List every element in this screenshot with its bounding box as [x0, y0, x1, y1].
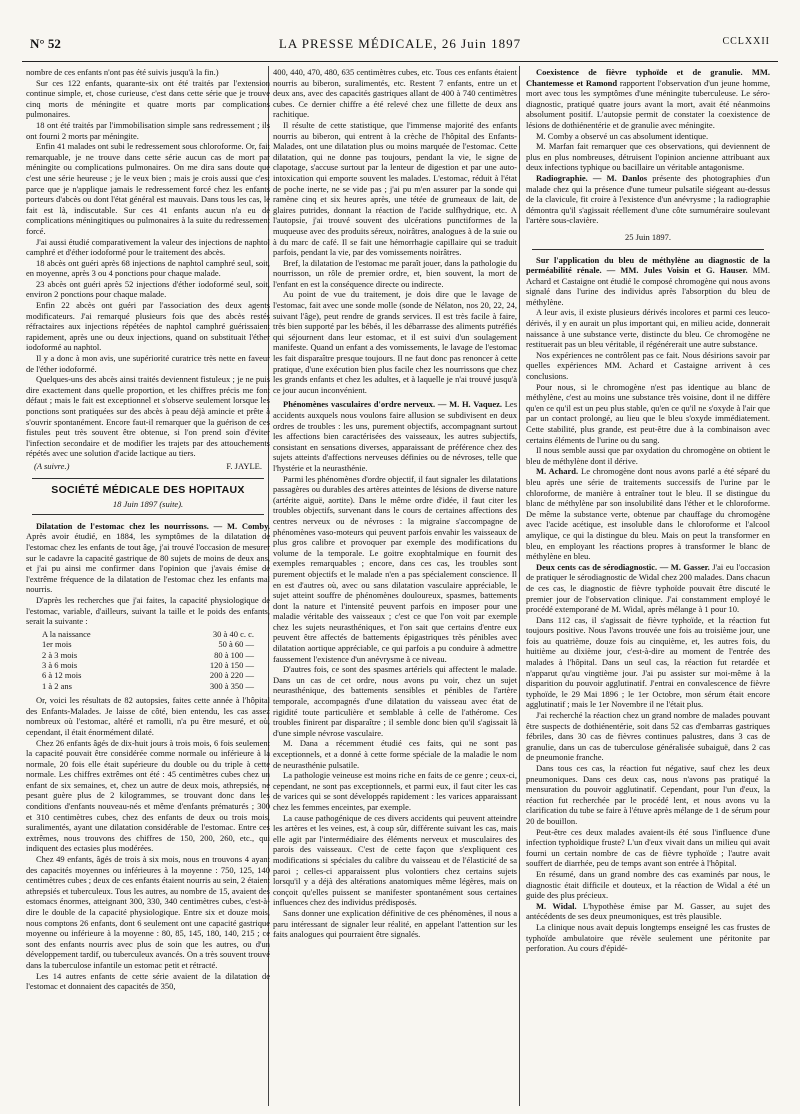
age-cell: 2 à 3 mois: [42, 649, 78, 660]
table-row: [38, 670, 258, 680]
capacity-cell: 200 à 220 —: [209, 670, 254, 681]
table-row: [38, 639, 258, 649]
journal-title: LA PRESSE MÉDICALE, 26 Juin 1897: [278, 36, 522, 51]
paragraph: D'autres fois, ce sont des spasmes artériels qui affectent le malade. Dans un cas de cet ordre, nous avons pu voir, chez un sujet neurasthénique, des battements sensibles et pénibles de l'artère temporale, accompagnés d'une dilatation du vaisseau avec état de rigidité toute particulière et semblable à celle de l'athérome. Ces troubles finirent par disparaître ; il semble donc bien qu'il s'agissait là d'une simple névrose vasculaire.: [273, 664, 517, 738]
table-row: [38, 629, 258, 639]
age-cell: 6 à 12 mois: [42, 670, 82, 681]
report-text: MM. Achard et Castaigne ont étudié le composé chromogène qui nous avons signalé dans l'urine des individus après l'absorption du bleu de méthylène.: [526, 265, 770, 307]
paragraph: En résumé, dans un grand nombre des cas examinés par nous, le diagnostic était difficile et douteux, et la réaction de Widal a été un guide des plus précieux.: [526, 868, 770, 901]
paragraph: Peut-être ces deux malades avaient-ils été sous l'influence d'une infection typhoïdique fruste? L'un d'eux vivait dans un milieu qui avait fourni un certain nombre de cas de fièvre typhoïde ; l'autre avait souffert de diarrhée, peu de temps avant son entrée à l'hôpital.: [526, 826, 770, 869]
paragraph: 400, 440, 470, 480, 635 centimètres cubes, etc. Tous ces enfants étaient nourris au biberon, suralimentés, etc. Restent 7 enfants, entre un et deux ans, avec des capacités gastriques allant de 400 à 740 centimètres cubes. Ce dernier chiffre a été relevé chez une fillette de deux ans rachitique.: [273, 67, 517, 120]
table-row: [38, 650, 258, 660]
age-cell: 1 à 2 ans: [42, 680, 72, 691]
paragraph: 23 abcès ont guéri après 52 injections d'éther iodoformé seul, soit, environ 2 ponctions pour chaque malade.: [26, 278, 270, 300]
divider: [32, 478, 264, 479]
table-row: [38, 681, 258, 691]
paragraph: [526, 901, 770, 922]
report-heading: Deux cents cas de sérodiagnostic. — M. Gasser.: [536, 561, 710, 572]
paragraph: Il y a donc à mon avis, une supériorité curatrice très nette en faveur de l'éther iodoformé.: [26, 353, 270, 374]
paragraph: Parmi les phénomènes d'ordre objectif, il faut signaler les dilatations passagères ou durables des artères atteintes de lésions de diverse nature (artérite aiguë, aortite). Dans le même ordre d'idée, il faut citer les troubles objectifs, survenant dans le cours de certaines affections des centres nerveux ou de névroses : la migraine s'accompagne de phénomènes vaso-moteurs qui peuvent parfois envahir les vaisseaux de plus gros calibre et provoquer par exemple des modifications du volume de la temporale. Le goitre exophtalmique en fournit des exemples remarquables ; encore, dans ces cas, les troubles sont purement objectifs et le malade n'en a pas spécialement conscience. Il en est d'autres où, avec ou sans dilatation vasculaire appréciable, le sujet atteint souffre de phénomènes douloureux, spasmes, battements dont la nature et l'intensité peuvent parfois en imposer pour une maladie véritable des vaisseaux ; c'est ce que l'on voit par exemple chez les sujets neurasthéniques, et l'on sait que certains d'entre eux peuvent être affectés de battements épigastriques très pénibles avec dilatation aortique appréciable, ce qui parfois a pu conduire à admettre faussement l'existence d'un anévrysme à ce niveau.: [273, 473, 517, 664]
paragraph: La cause pathogénique de ces divers accidents qui peuvent atteindre les artères et les veines, est, à coup sûr, différente suivant les cas, mais elle agit par l'intermédiaire des éléments nerveux et musculaires des parois des vaisseaux. C'est de cette façon que s'expliquent ces modifications si spéciales du calibre du vaisseau et de l'élasticité de sa paroi ; celles-ci apparaissent plus volontiers chez certains sujets lorsqu'il y a déjà des altérations anatomiques même légères, mais on conçoit qu'elles puissent se manifester spontanément sous certaines influences chez des individus prédisposés.: [273, 812, 517, 908]
paragraph: [526, 562, 770, 615]
paragraph: 18 ont été traités par l'immobilisation simple sans redressement ; ils ont fourni 2 morts par méningite.: [26, 119, 270, 141]
paragraph: Chez 26 enfants âgés de dix-huit jours à trois mois, 6 fois seulement la capacité pouvait être considérée comme normale ou inférieure à la normale, 20 fois elle était supérieure du double ou du triple à cette normale. Les chiffres extrêmes ont été : 45 centimètres cubes chez un enfant de six semaines, et, chez un autre de deux mois, athrepsiés, ne pesant guère plus de 2 kilogrammes, se trouvant donc dans les conditions d'enfants nouveau-nés et même d'enfants prématurés ; 300 et 310 centimètres cubes, chez des enfants de deux ou trois mois, suralimentés, ayant une dilatation considérable de l'estomac. Entre ces extrêmes, nous trouvons des chiffres de 150, 200, 260, etc., qui indiquent des ectasies plus modérées.: [26, 737, 270, 854]
paragraph: J'ai recherché la réaction chez un grand nombre de malades pouvant être suspects de dothiénentérie, soit dans 52 cas d'embarras gastriques fébriles, dans 30 cas de fièvres continues palustres, dans 3 cas de granulie, dans un cas de tuberculose généralisée subaiguë, dans 2 cas de pneumonie franche.: [526, 710, 770, 763]
page-header: [22, 36, 778, 56]
paragraph: Dans tous ces cas, la réaction fut négative, sauf chez les deux pneumoniques. Dans ces deux cas, nous n'avons pas pratiqué la mensuration du pouvoir agglutinatif. Cependant, pour l'un d'eux, la réaction fut recherchée par le procédé lent, et nous avons vu la clarification du tube se faire à l'étuve après mélange de 1 de sérum pour 20 de bouillon.: [526, 763, 770, 826]
paragraph: Nos expériences ne contrôlent pas ce fait. Nous désirions savoir par quelles expériences MM. Achard et Castaigne arrivent à ces conclusions.: [526, 349, 770, 382]
paragraph: Dans 112 cas, il s'agissait de fièvre typhoïde, et la réaction fut toujours positive. Nous l'avons trouvée une fois au troisième jour, une fois au quatrième, douze fois au cinquième, et, les autres fois, du huitième au dixième jour, c'est-à-dire au moment de l'entrée des malades à l'hôpital. Dans un seul cas, la réaction fut retardée et n'apparut qu'au vingtième jour. J'ai pu assister sur moi-même à la disparition du pouvoir agglutinatif. J'entrai en convalescence de fièvre typhoïde, le 29 Mai 1896 ; le 1er Octobre, mon sérum était encore agglutinatif ; mais le 1er Novembre il ne l'était plus.: [526, 614, 770, 710]
age-cell: 1er mois: [42, 639, 72, 650]
capacity-cell: 80 à 100 —: [214, 649, 254, 660]
column-2: [273, 67, 517, 1107]
paragraph: Chez 49 enfants, âgés de trois à six mois, nous en trouvons 4 ayant des capacités moyennes ou inférieures à la moyenne : 750, 125, 140 centimètres cubes ; deux de ces enfants étaient nourris au sein, 2 étaient athrepsiés et tuberculeux. Tous les autres, au nombre de 15, avaient des estomacs énormes, atteignant 300, 330, 340 centimètres cubes, c'est-à-dire le double de la capacité physiologique. Entre six et douze mois, nous comptons 26 enfants, dont 6 seulement ont une capacité gastrique moyenne ou inférieure à la moyenne : 80, 85, 145, 180, 140, 215 ; ce sont des enfants nourris avec plus de soin que les autres, ou d'un développement tardif, ou tuberculeux avancés. On a très souvent trouvé dans la tuberculose infantile un estomac petit et rétracté.: [26, 854, 270, 970]
paragraph: Il nous semble aussi que par oxydation du chromogène on obtient le bleu de méthylène dont il dérive.: [526, 445, 770, 466]
report-text: Le chromogène dont nous avons parlé a été séparé du bleu après une série de traitements successifs de l'urine par le chloroforme, de manière à entraîner tout le bleu. Il se distingue du blanc de méthylène par son insolubilité dans l'éther et le chloroforme. De même la substance verte, obtenue par chauffage du chromogène avec l'acide acétique, est insoluble dans le chloroforme et l'alcool amylique, ce qui la distingue du bleu. Mais on peut la transformer en bleu, en employant les réactions propres à transformer le blanc de méthylène en bleu.: [526, 466, 770, 562]
session-date: 18 Juin 1897 (suite).: [112, 499, 184, 510]
divider: [532, 249, 764, 250]
capacity-cell: 300 à 350 —: [209, 680, 254, 691]
paragraph: J'ai aussi étudié comparativement la valeur des injections de naphtol camphré et d'éther iodoformé pour le traitement des abcès.: [26, 236, 270, 258]
section-title: SOCIÉTÉ MÉDICALE DES HOPITAUX: [51, 483, 245, 496]
capacity-cell: 30 à 40 c. c.: [212, 628, 254, 639]
paragraph: Sur ces 122 enfants, quarante-six ont été traités par l'extension continue simple, et, chose curieuse, c'est dans cette série que je trouve cinq morts de méningite et quatre morts par complications pulmonaires.: [26, 77, 270, 120]
report-heading: Dilatation de l'estomac chez les nourrissons. — M. Comby.: [36, 520, 270, 531]
paragraph: nombre de ces enfants n'ont pas été suivis jusqu'à la fin.): [26, 67, 219, 77]
paragraph: Quelques-uns des abcès ainsi traités deviennent fistuleux ; je ne puis dire exactement dans quelle proportion, et les chiffres précis me font défaut ; mais le fait est exceptionnel et s'observe seulement lorsque les ponctions sont pratiquées sur des abcès à peau déjà amincie et prête à s'ouvrir spontanément. Encore faut-il remarquer que la guérison de ces fistules peut très souvent être obtenue, si l'on prend soin d'éviter l'infection secondaire et de modifier les trajets par des attouchements répétés avec une solution d'acide lactique au tiers.: [26, 374, 270, 459]
paragraph: Sans donner une explication définitive de ces phénomènes, il nous a paru intéressant de signaler leur réalité, en appelant l'attention sur les faits analogues qui pourraient être signalés.: [273, 907, 517, 940]
age-cell: 3 à 6 mois: [42, 659, 78, 670]
report-heading: Coexistence de fièvre typhoïde et de granulie. MM. Chantemesse et Ramond: [526, 67, 770, 88]
paragraph: [26, 521, 270, 595]
page-number: CCLXXII: [722, 36, 770, 47]
session-date: 25 Juin 1897.: [624, 231, 672, 242]
report-heading: M. Achard.: [536, 466, 579, 477]
paragraph: [526, 173, 770, 226]
report-heading: Sur l'application du bleu de méthylène au diagnostic de la perméabilité rénale. — MM. Jules Voisin et G. Hauser.: [526, 254, 770, 276]
report-text: Les accidents auxquels nous voulons faire allusion se subdivisent en deux ordres de troubles : les uns, purement objectifs, accompagnant surtout les affections bien caractérisées des vaisseaux, les autres subjectifs, consistant en sensations diverses, apparaissant de préférence chez des sujets atteints d'affections nerveuses définies ou de névroses, telle que l'hystérie et la neurasthénie.: [273, 399, 517, 473]
header-rule: [22, 61, 778, 62]
paragraph: 18 abcès ont guéri après 68 injections de naphtol camphré seul, soit, en moyenne, après 3 ou 4 ponctions pour chaque malade.: [26, 257, 270, 279]
capacity-table: [38, 629, 258, 691]
capacity-cell: 50 à 60 —: [218, 639, 254, 650]
paragraph: D'après les recherches que j'ai faites, la capacité physiologique de l'estomac, variable, d'ailleurs, suivant la taille et le poids des enfants, serait la suivante :: [26, 594, 270, 627]
paragraph: La clinique nous avait depuis longtemps enseigné les cas frustes de typhoïde ambulatoire que révèle seulement une péritonite par perforation. Au cours d'épidé-: [526, 921, 770, 954]
report-text: présente des photographies d'un malade chez qui la présence d'une tumeur pulsatile siégeant au-dessus de la clavicule, fit croire à l'existence d'un anévrysme ; la radiographie démontra qu'il s'agissait réellement d'une côte surnuméraire soulevant l'artère sous-clavière.: [526, 172, 770, 226]
author-name: F. JAYLE.: [226, 460, 262, 471]
article-signature: [26, 461, 270, 472]
paragraph: Enfin 22 abcès ont guéri par l'association des deux agents modificateurs. J'ai remarqué plusieurs fois que des abcès restés réfractaires aux injections répétées de naphtol camphré guérissaient rapidement, après une ou deux injections, quand on substituait l'éther iodoformé au naphtol.: [26, 300, 270, 353]
paragraph: Au point de vue du traitement, je dois dire que le lavage de l'estomac, fait avec une sonde molle (sonde de Nélaton, nos 20, 22, 24, suivant l'âge), peut rendre de grands services. Il est très facile à faire, très bien supporté par les bébés, il les débarrasse des aliments putréfiés qui séjournent dans leur estomac, et il est suivi d'un soulagement manifeste. Quand un enfant a des vomissements, le lavage de l'estomac les fait disparaître presque toujours. Il ne faut donc pas renoncer à cette pratique, d'une exécution bien plus facile chez les nourrissons que chez les grands enfants et chez les adultes, et à laquelle je n'ai trouvé jusqu'à ce jour aucun inconvénient.: [273, 289, 517, 395]
capacity-cell: 120 à 150 —: [209, 659, 254, 670]
report-text: rapportent l'observation d'un jeune homme, mort avec tous les symptômes d'une méningite tuberculeuse. Le séro-diagnostic, pratiqué quatre jours avant la mort, avait été néanmoins absolument positif. L'autopsie permit de constater la coexistence de lésions de dothiénentérie et de granulie avec méningite.: [526, 77, 770, 130]
column-1: [26, 67, 270, 1107]
paragraph: [526, 67, 770, 131]
paragraph: A leur avis, il existe plusieurs dérivés incolores et parmi ces leuco-dérivés, il y en aurait un plus important qui, en milieu acide, donnerait naissance à une substance verte, distincte du bleu. Ce chromogène ne restituerait pas un bleu véritable, il régénérerait une autre substance.: [526, 307, 770, 350]
paragraph: [526, 255, 770, 308]
report-text: Après avoir étudié, en 1884, les symptômes de la dilatation de l'estomac chez les enfants de tout âge, j'ai trouvé l'occasion de mesurer sur le cadavre la capacité gastrique de 80 sujets de moins de deux ans, et j'ai pu ainsi me confirmer dans l'opinion que j'avais émise de l'extrême fréquence de la dilatation de l'estomac chez les enfants mal nourris.: [26, 531, 270, 595]
report-heading: M. Widal.: [536, 900, 577, 911]
age-cell: A la naissance: [42, 628, 91, 639]
paragraph: M. Marfan fait remarquer que ces observations, qui deviennent de plus en plus nombreuses, détruisent l'opinion ancienne attribuant aux deux infections typhique ou bacillaire un véritable antagonisme.: [526, 141, 770, 173]
paragraph: M. Comby a observé un cas absolument identique.: [536, 130, 709, 141]
paragraph: La pathologie veineuse est moins riche en faits de ce genre ; ceux-ci, cependant, ne sont pas exceptionnels, et parmi eux, il faut citer les cas de varices qui se sont développés rapidement : les varices apparaissant chez les femmes enceintes, par exemple.: [273, 770, 517, 812]
column-separator: [519, 66, 520, 1106]
report-text: L'hypothèse émise par M. Gasser, au sujet des antécédents de ses deux pneumoniques, est très plausible.: [526, 900, 770, 922]
paragraph: Les 14 autres enfants de cette série avaient de la dilatation de l'estomac et donnaient des capacités de 350,: [26, 970, 270, 992]
paragraph: Bref, la dilatation de l'estomac me paraît jouer, dans la pathologie du nourrisson, un rôle de premier ordre, et, bien souvent, la mort de l'enfant en est la conséquence directe ou indirecte.: [273, 257, 517, 289]
paragraph: Enfin 41 malades ont subi le redressement sous chloroforme. Or, fait remarquable, je ne trouve dans cette série aucun cas de mort par méningite ou complications pulmonaires. On me dira sans doute que c'est une série heureuse ; je le veux bien ; mais je crois aussi que c'est parce que je n'applique jamais le redressement forcé chez les enfants porteurs d'abcès ou dont l'état général est mauvais. Dans tous les cas, le fait est là, indiscutable. Sur ces 41 enfants aucun n'a eu de complications méningitiques ou pulmonaires à la suite du redressement forcé.: [26, 141, 270, 236]
report-heading: Phénomènes vasculaires d'ordre nerveux. — M. H. Vaquez.: [283, 399, 502, 410]
paragraph: [526, 466, 770, 561]
paragraph: Or, voici les résultats de 82 autopsies, faites cette année à l'hôpital des Enfants-Malades. Je laisse de côté, bien entendu, les cas assez nombreux où l'estomac, altéré et ramolli, n'a pu être mesuré, et où, cependant, il était énormément dilaté.: [26, 695, 270, 737]
to-be-continued: (A suivre.): [34, 460, 70, 471]
divider: [32, 514, 264, 515]
report-text: J'ai eu l'occasion de pratiquer le sérodiagnostic de Widal chez 200 malades. Dans chacun de ces cas, le diagnostic de fièvre typhoïde pouvait être discuté le premier jour de l'observation clinique. J'ai constamment employé le procédé extemporané de M. Widal, après mélange à 1 pour 10.: [526, 561, 770, 615]
paragraph: Pour nous, si le chromogène n'est pas identique au blanc de méthylène, c'est au moins une substance très voisine, dont il ne diffère qu'en ce qu'il est un peu plus stable, qu'en ce qu'il ne s'oxyde à l'air que par un contact prolongé, au lieu que le bleu s'oxyde immédiatement. Cette stabilité, plus grande, est peut-être due à la combinaison avec certains éléments de l'urine ou du sang.: [526, 381, 770, 445]
column-3: [526, 67, 770, 1107]
paragraph: M. Dana a récemment étudié ces faits, qui ne sont pas exceptionnels, et a donné à cette forme spéciale de la maladie le nom de neurasthénie pulsatile.: [273, 738, 517, 770]
paragraph: Il résulte de cette statistique, que l'immense majorité des enfants nourris au biberon, qui entrent à la crèche de l'hôpital des Enfants-Malades, ont une dilatation plus ou moins marquée de l'estomac. Cette dilatation, qui ne donne pas toujours, pendant la vie, le signe de clapotage, s'accuse surtout par la lenteur de digestion et par une auto-intoxication qui emporte souvent les malades. L'estomac, réduit à l'état de poche inerte, ne se vide pas ; j'ai pu m'en assurer par la sonde qui ramène cinq et six heures après, une tétée de grumeaux de lait, de glaires putrides, donnant la réaction de l'acide sulfhydrique, etc. A l'autopsie, j'ai trouvé souvent des ulcérations punctiformes de la muqueuse avec des produits séreux, noirâtres, analogues à de la suie ou à du marc de café. Il se fait une hémorrhagie capillaire qui se traduit parfois, pendant la vie, par des vomissements noirâtres.: [273, 119, 517, 258]
table-row: [38, 660, 258, 670]
report-heading: Radiographie. — M. Danlos: [536, 172, 648, 183]
paragraph: [273, 399, 517, 473]
issue-number: N° 52: [30, 36, 61, 51]
